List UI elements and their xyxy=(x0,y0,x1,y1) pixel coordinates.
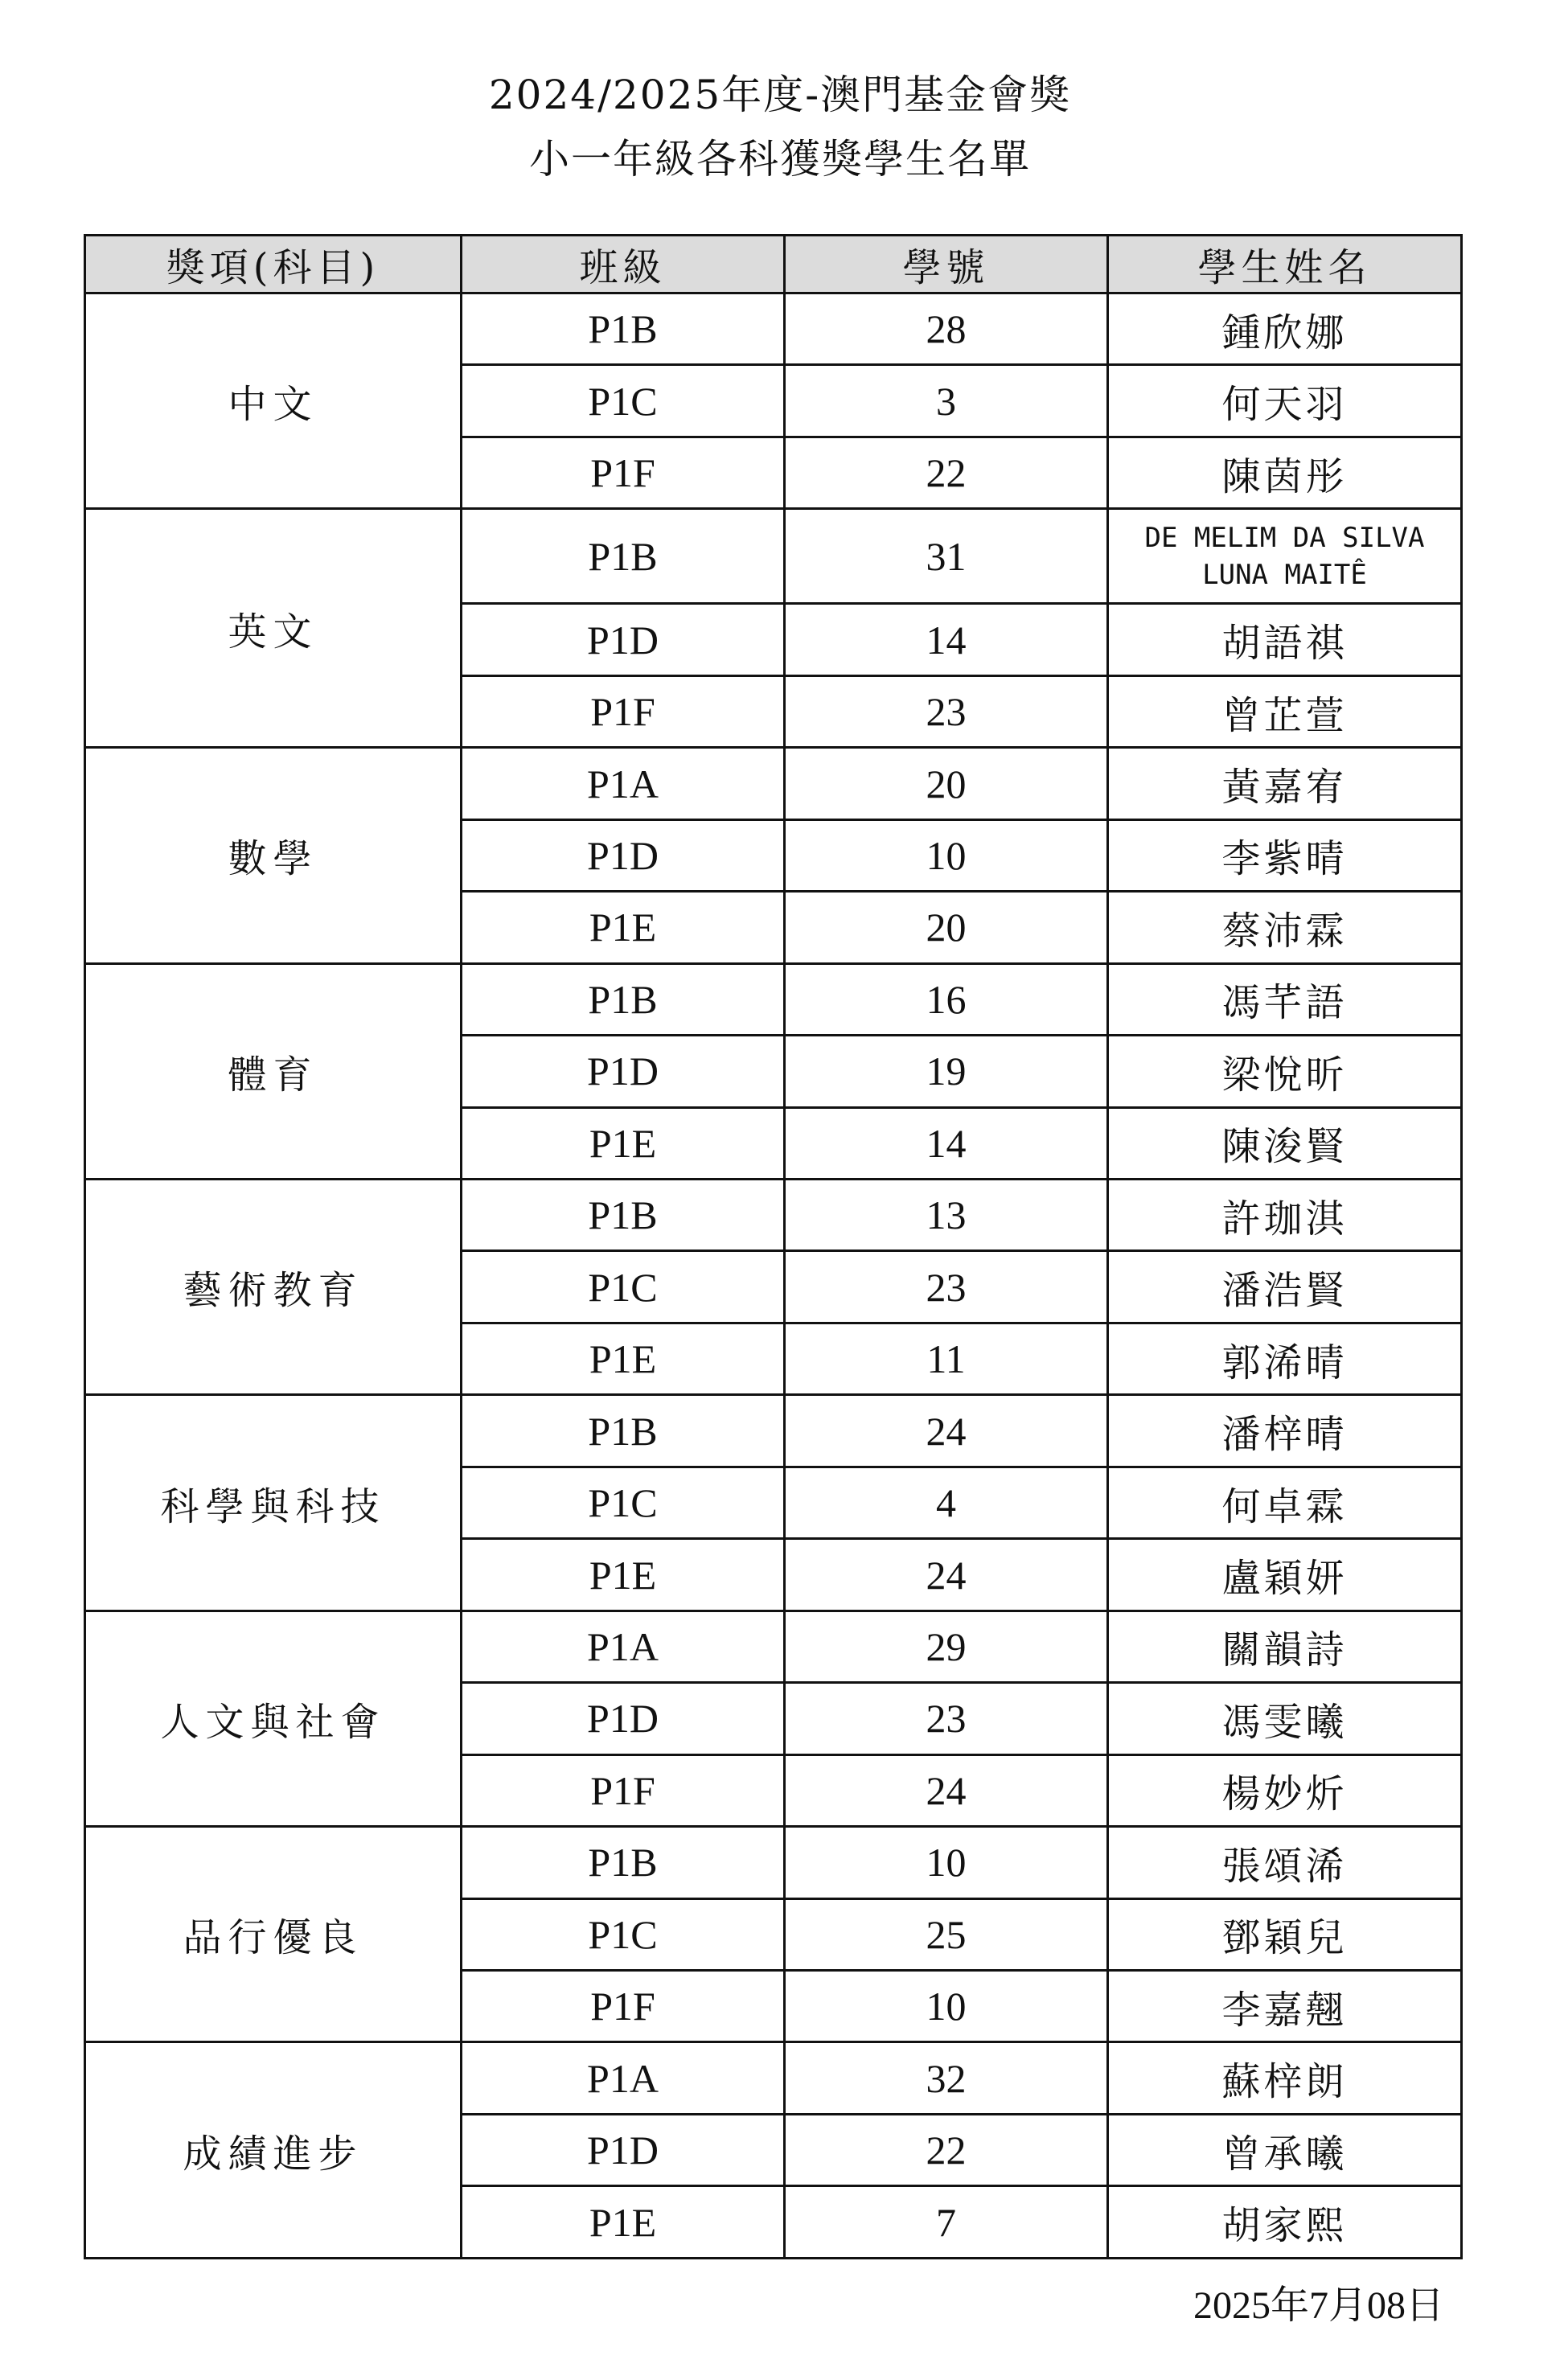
student-name-cell: 郭浠晴 xyxy=(1108,1323,1462,1394)
table-row xyxy=(85,748,1462,819)
table-row xyxy=(85,509,1462,604)
student-name-cell: 楊妙炘 xyxy=(1108,1754,1462,1826)
student-number-cell: 14 xyxy=(785,604,1108,675)
award-subject: 中文 xyxy=(85,293,462,509)
student-number-cell: 13 xyxy=(785,1180,1108,1251)
student-number-cell: 23 xyxy=(785,1251,1108,1323)
student-number-cell: 10 xyxy=(785,819,1108,891)
class-cell: P1F xyxy=(462,437,785,508)
award-subject: 數學 xyxy=(85,748,462,963)
student-number-cell: 32 xyxy=(785,2042,1108,2114)
student-number-cell: 22 xyxy=(785,2114,1108,2185)
student-number-cell: 24 xyxy=(785,1754,1108,1826)
student-name-cell: DE MELIM DA SILVA LUNA MAITÊ xyxy=(1108,509,1462,604)
student-name-cell: 何天羽 xyxy=(1108,365,1462,437)
document-title: 2024/2025年度-澳門基金會獎 xyxy=(488,72,1072,118)
class-cell: P1B xyxy=(462,509,785,604)
table-row xyxy=(85,2042,1462,2114)
class-cell: P1F xyxy=(462,675,785,747)
student-name-cell: 張頌浠 xyxy=(1108,1827,1462,1898)
header-row xyxy=(85,236,1462,293)
table-row xyxy=(85,1611,1462,1682)
class-cell: P1C xyxy=(462,1467,785,1538)
award-subject: 科學與科技 xyxy=(85,1395,462,1611)
class-cell: P1D xyxy=(462,2114,785,2185)
class-cell: P1D xyxy=(462,819,785,891)
student-number-cell: 22 xyxy=(785,437,1108,508)
student-name-cell: 許珈淇 xyxy=(1108,1180,1462,1251)
student-number-cell: 31 xyxy=(785,509,1108,604)
class-cell: P1E xyxy=(462,1107,785,1179)
student-name-cell: 盧穎妍 xyxy=(1108,1539,1462,1611)
student-name-cell: 蔡沛霖 xyxy=(1108,892,1462,963)
header-student-number: 學號 xyxy=(785,236,1108,293)
class-cell: P1E xyxy=(462,2186,785,2259)
student-name-cell: 馮芊語 xyxy=(1108,963,1462,1035)
student-number-cell: 28 xyxy=(785,293,1108,365)
header-class: 班級 xyxy=(462,236,785,293)
class-cell: P1C xyxy=(462,365,785,437)
student-number-cell: 23 xyxy=(785,675,1108,747)
header-student-name: 學生姓名 xyxy=(1108,236,1462,293)
student-name-cell: 陳茵彤 xyxy=(1108,437,1462,508)
table-row xyxy=(85,1395,1462,1467)
header-award: 獎項(科目) xyxy=(85,236,462,293)
student-name-cell: 李嘉翹 xyxy=(1108,1971,1462,2042)
award-subject: 英文 xyxy=(85,509,462,748)
class-cell: P1A xyxy=(462,748,785,819)
student-number-cell: 4 xyxy=(785,1467,1108,1538)
student-number-cell: 24 xyxy=(785,1539,1108,1611)
student-number-cell: 11 xyxy=(785,1323,1108,1394)
award-subject: 品行優良 xyxy=(85,1827,462,2042)
table-row xyxy=(85,963,1462,1035)
class-cell: P1F xyxy=(462,1971,785,2042)
document-date: 2025年7月08日 xyxy=(1193,2284,1444,2327)
class-cell: P1D xyxy=(462,1036,785,1107)
student-name-cell: 潘梓晴 xyxy=(1108,1395,1462,1467)
student-number-cell: 23 xyxy=(785,1683,1108,1754)
class-cell: P1A xyxy=(462,2042,785,2114)
class-cell: P1E xyxy=(462,892,785,963)
student-name-cell: 曾承曦 xyxy=(1108,2114,1462,2185)
award-table xyxy=(84,234,1463,2259)
student-number-cell: 3 xyxy=(785,365,1108,437)
student-number-cell: 24 xyxy=(785,1395,1108,1467)
student-name-cell: 黃嘉宥 xyxy=(1108,748,1462,819)
award-subject: 成績進步 xyxy=(85,2042,462,2259)
class-cell: P1E xyxy=(462,1539,785,1611)
class-cell: P1D xyxy=(462,1683,785,1754)
student-number-cell: 14 xyxy=(785,1107,1108,1179)
class-cell: P1C xyxy=(462,1251,785,1323)
student-name-cell: 關韻詩 xyxy=(1108,1611,1462,1682)
class-cell: P1D xyxy=(462,604,785,675)
student-name-cell: 鄧穎兒 xyxy=(1108,1898,1462,1970)
student-number-cell: 10 xyxy=(785,1971,1108,2042)
table-row xyxy=(85,1827,1462,1898)
class-cell: P1A xyxy=(462,1611,785,1682)
student-name-cell: 蘇梓朗 xyxy=(1108,2042,1462,2114)
award-subject: 藝術教育 xyxy=(85,1180,462,1395)
student-number-cell: 10 xyxy=(785,1827,1108,1898)
document-subtitle: 小一年級各科獲獎學生名單 xyxy=(529,136,1031,183)
student-name-cell: 何卓霖 xyxy=(1108,1467,1462,1538)
student-number-cell: 20 xyxy=(785,892,1108,963)
student-name-cell: 鍾欣娜 xyxy=(1108,293,1462,365)
class-cell: P1B xyxy=(462,1395,785,1467)
class-cell: P1F xyxy=(462,1754,785,1826)
class-cell: P1B xyxy=(462,963,785,1035)
student-number-cell: 25 xyxy=(785,1898,1108,1970)
class-cell: P1E xyxy=(462,1323,785,1394)
student-number-cell: 19 xyxy=(785,1036,1108,1107)
table-body xyxy=(85,293,1462,2259)
student-number-cell: 20 xyxy=(785,748,1108,819)
student-name-cell: 曾芷萱 xyxy=(1108,675,1462,747)
class-cell: P1B xyxy=(462,1827,785,1898)
student-name-cell: 胡語祺 xyxy=(1108,604,1462,675)
table-row xyxy=(85,1180,1462,1251)
student-number-cell: 29 xyxy=(785,1611,1108,1682)
student-name-cell: 胡家熙 xyxy=(1108,2186,1462,2259)
class-cell: P1C xyxy=(462,1898,785,1970)
student-number-cell: 7 xyxy=(785,2186,1108,2259)
student-number-cell: 16 xyxy=(785,963,1108,1035)
award-subject: 體育 xyxy=(85,963,462,1179)
student-name-cell: 梁悅昕 xyxy=(1108,1036,1462,1107)
class-cell: P1B xyxy=(462,293,785,365)
student-name-cell: 馮雯曦 xyxy=(1108,1683,1462,1754)
table-row xyxy=(85,293,1462,365)
student-name-cell: 李紫晴 xyxy=(1108,819,1462,891)
student-name-cell: 陳浚賢 xyxy=(1108,1107,1462,1179)
student-name-cell: 潘浩賢 xyxy=(1108,1251,1462,1323)
class-cell: P1B xyxy=(462,1180,785,1251)
award-subject: 人文與社會 xyxy=(85,1611,462,1826)
